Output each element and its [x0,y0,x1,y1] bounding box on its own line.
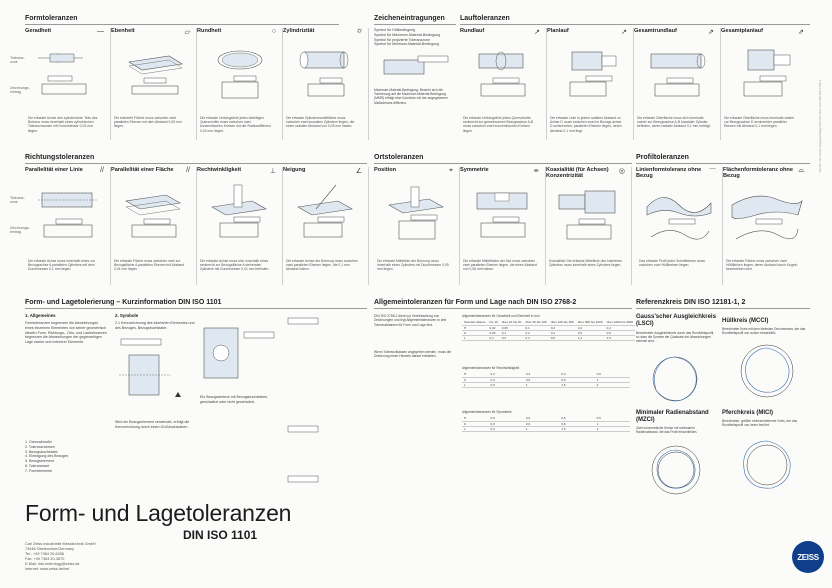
form-rundheit [197,28,283,140]
caption: Die erfasste Mittellinie der Bohrung muss innerhalb eines Zylinders mit Durchmesser 0,05 mm liegen. [377,259,449,272]
flaechenform-symbol-icon: ⌓ [798,167,804,174]
table-header: Toleranz-klasse [464,320,486,325]
gesamtplanlauf-figure-icon [724,40,804,110]
title: Gesamtplanlauf [721,28,763,34]
caption: Die erfasste Fläche muss zwischen zwei Hüllflächen liegen, deren Abstand durch Kugeln beschrieben wird. [726,259,798,272]
table-title: Allgemeintoleranzen für Rechtwinkligkeit [462,366,520,370]
zeichen-item: Symbol für projizierte Toleranzzone [374,37,431,42]
poster-norm: DIN ISO 1101 [183,528,258,542]
table-cell: 0,5 [595,372,630,377]
mzci-circle-icon [648,442,704,498]
caption: Die erfasste Achse muss innerhalb eines zur Bezugsachse A parallelen Zylinders mit dem Durchmesser 0,1 mm liegen. [28,259,95,272]
table-header: über 300 bis 1000 [577,320,603,325]
mici-circle-icon [738,436,796,494]
table-cell: 1,5 [559,426,594,431]
title: Gesamtrundlauf [634,28,677,34]
form-ebenheit [111,28,197,140]
table-row [462,382,630,387]
table-header: bis 10 [489,320,498,325]
symmetrie-figure-icon [463,181,543,251]
table-cell: 0,1 [500,330,524,335]
geradheit-figure-icon [28,40,108,110]
rundheit-figure-icon [200,40,280,110]
table-cell: 0,1 [488,335,500,340]
heading-allgemeines: 1. Allgemeines [25,313,56,318]
title: Rechtwinkligkeit [197,167,242,173]
table-cell: 0,2 [523,330,548,335]
heading-kurzinformation: Form- und Lagetolerierung – Kurzinformation DIN ISO 1101 [25,299,222,306]
title: Linienformtoleranz ohne Bezug [636,167,702,180]
list-item: 5. Bezugselement [25,459,54,464]
heading-symbole: 2. Symbole [115,313,139,318]
title: Zylindrizität [283,28,315,34]
rundlauf-symbol-icon: ↗ [534,29,540,36]
table-cell: 0,6 [524,377,559,382]
company-tel: Tel.: +49 7364 20-6336 [25,552,64,556]
richtung-parallelitaet-flaeche [111,167,197,285]
rechtwinkligkeit-symbol-icon: ⊥ [269,168,276,175]
company-web[interactable]: Internet: www.zeiss.de/imt [25,567,70,571]
title: Ebenheit [111,28,135,34]
table-cell: H [462,372,489,377]
zeichen-caption: Maximum-Material-Bedingung: Bezieht sich die Tolerierung auf die Maximum-Material-Bedingung (MMR) erfolgt eine Korrektur mit der angegebenen Maßtoleranz-differenz. [374,88,448,105]
zylindrizitaet-figure-icon [286,40,366,110]
company-address [25,542,96,572]
table-cell: 1 [595,377,630,382]
list-item: 1. Grenzabmaße [25,440,52,444]
position-figure-icon [377,181,457,251]
orts-koaxialitaet [546,167,632,285]
table-cell: L [462,382,489,387]
table-cell: H [462,325,488,330]
list-item: 4. Eintragung des Bezuges [25,454,69,459]
caption: Die erfasste Umfangslinie jedes beliebigen Querschnitts muss zwischen zwei konzentrischen Kreisen mit der Radiusdifferenz 0,02 mm liegen. [200,116,271,133]
side-label-zeichnung: Zeichnungs- eintrag [10,86,30,95]
lsci-caption: Berechneter Ausgleichskreis durch das Rundheitsprofil, so dass die Summe der Quadrate der Abweichungen minimal wird. [636,331,715,344]
table-cell: 2 [595,426,630,431]
rechtwinkligkeit-figure-icon [200,181,280,251]
side-label-zeichnung: Zeichnungs- eintrag [10,226,30,235]
divider [460,24,810,25]
table-cell: 0,05 [500,325,524,330]
zeichen-figure-icon [374,54,454,84]
parallelitaet-symbol-icon: // [186,167,190,174]
heading-ortstoleranzen: Ortstoleranzen [374,154,424,161]
orts-position [374,167,460,285]
table-cell: 0,6 [489,421,524,426]
gesamtrundlauf-figure-icon [637,40,717,110]
list-item: 2. Toleranzrahmen [25,444,55,449]
caption: Die erfasste Achse des zylindrischen Teils des Bolzens muss innerhalb eines zylindrischen Toleranzraumes mit Durchmesser 0,03 mm liegen. [28,116,98,133]
caption: Die erfasste Oberfläche muss sich innerhalb zweier zur Bezugsachse A-B koaxialer Zylinder befinden, deren radialer Abstand 0,1 mm beträgt. [637,116,711,129]
table-title: Allgemeintoleranzen für Symmetrie [462,410,512,414]
ebenheit-figure-icon [114,40,194,110]
table-cell: 0,4 [605,325,636,330]
heading-richtungstoleranzen: Richtungstoleranzen [25,154,95,161]
title: Parallelität einer Fläche [111,167,174,173]
mcci-circle-icon [738,342,796,400]
table-cell: H [462,416,489,421]
vertical-note: Sachnr. der Zeichnungsgrundlage DIN ISO 1101 und DIN ISO 2768-2 [818,80,822,173]
table-cell: 0,2 [489,372,524,377]
table-cell: 1,2 [576,335,605,340]
heading-lauftoleranzen: Lauftoleranzen [460,15,510,22]
title: Rundheit [197,28,222,34]
caption: Die erfasste Fläche muss zwischen zwei zur Bezugsfläche A parallelen Ebenen mit Abstand 0,01 mm liegen. [114,259,185,272]
table-cell: 0,4 [549,330,576,335]
table-cell: L [462,426,489,431]
company-city: 73446 Oberkochen/Germany [25,547,74,551]
divider [374,308,632,309]
side-label-toleranzzone: Toleranz- zone [10,196,25,205]
table-cell: 0,6 [576,330,605,335]
table-cell: 0,3 [576,325,605,330]
table-cell: 0,5 [559,416,594,421]
company-fax: Fax: +49 7364 20-3870 [25,557,65,561]
heading-zeicheneintragungen: Zeicheneintragungen [374,15,445,22]
table-cell: 0,02 [488,325,500,330]
table-cell: 2 [595,382,630,387]
table-cell: 1,6 [605,335,636,340]
table-cell: 0,8 [559,377,594,382]
form-geradheit [25,28,111,140]
table-cell: 0,5 [595,416,630,421]
table-cell: 0,6 [489,382,524,387]
rundlauf-figure-icon [463,40,543,110]
table-cell: 1 [524,382,559,387]
table-cell: 0,5 [524,416,559,421]
divider [636,308,810,309]
table-header: über 100 bis 300 [550,320,574,325]
table-cell: 1 [595,421,630,426]
kurz-text-3: Wird ein Bezugselement verwendet, erfolgt die Kennzeichnung durch einen Großbuchstaben. [115,420,190,429]
neigung-symbol-icon: ∠ [355,168,362,175]
heading-referenzkreis: Referenzkreis DIN ISO 12181-1, 2 [636,299,746,306]
zylindrizitaet-symbol-icon: ⌭ [356,28,362,35]
title: Rundlauf [460,28,485,34]
gesamtrundlauf-symbol-icon: ⇗ [708,29,714,36]
allg-text-2: Wenn Toleranzklassen angegeben werden, muss die Zeichnung einen Hinweis darauf enthalten. [374,350,452,359]
caption: Die erfasste Mittelfläche der Nut muss zwischen zwei parallelen Ebenen liegen, die einen Abstand von 0,08 mm haben. [463,259,537,272]
caption: Koaxialität: Die erfasste Mittellinie des tolerierten Zylinders muss innerhalb eines Zylinders liegen. [549,259,623,268]
table-cell: K [462,330,488,335]
table-header: über 30 bis 100 [525,320,547,325]
title: Parallelität einer Linie [25,167,83,173]
rahmen-figure-icon [286,316,366,496]
side-label-toleranzzone: Toleranz- zone [10,56,25,65]
lauf-gesamtplanlauf [721,28,810,140]
heading-lsci: Gauss'scher Ausgleichkreis (LSCI) [636,314,716,327]
title: Position [374,167,397,173]
gesamtplanlauf-symbol-icon: ⇗ [798,29,804,36]
kurz-figure-icon [115,335,197,415]
table-cell: 0,4 [489,377,524,382]
mici-caption: Berechneter, größter einbeschriebener Kreis, der das Rundheitsprofil von innen berührt. [722,419,798,428]
ebenheit-symbol-icon: ▱ [184,29,190,36]
planlauf-figure-icon [550,40,630,110]
linienform-figure-icon [639,185,719,255]
divider [636,163,810,164]
mzci-caption: Zwei konzentrische Kreise mit minimalem Radienabstand, die das Profil einschließen. [636,426,698,435]
planlauf-symbol-icon: ↗ [621,29,627,36]
table-cell: 1,5 [559,382,594,387]
richtung-neigung [283,167,369,285]
divider [25,163,367,164]
table-cell: K [462,377,489,382]
table-cell: L [462,335,488,340]
title: Flächenformtoleranz ohne Bezug [723,167,793,180]
richtung-parallelitaet-linie [25,167,111,285]
caption: Die erfasste Umfangslinie jedes Querschnitts senkrecht zur gemeinsamen Bezugsachse A-B muss zwischen zwei konzentrischen Kreisen liegen. [463,116,534,133]
divider [25,24,339,25]
parallelitaet-flaeche-figure-icon [114,181,194,251]
koaxialitaet-symbol-icon: ◎ [618,168,625,175]
table-header: über 1000 bis 3000 [606,320,634,325]
table-geradheit [462,320,635,341]
table-row [462,335,635,340]
kurz-text-4: Ein Bezugsdreieck mit Bezugsbuchstaben, geschwärzt oder nicht geschwärzt. [200,395,269,404]
company-mail[interactable]: E-Mail: info.metrology@zeiss.de [25,562,80,566]
title: Neigung [283,167,306,173]
poster-title: Form- und Lagetoleranzen [25,500,292,526]
table-cell: 0,8 [559,421,594,426]
table-title: Allgemeintoleranzen für Geradheit und Ebenheit in mm [462,314,540,318]
kurz-text-1: Formtoleranzen begrenzen die Abweichungen eines einzelnen Elementes von seiner geometrisch idealen Form. Richtungs-, Orts- und Lauftoleranzen begrenzen die Abweichungen der gegenseitigen Lage zweier und mehrerer Elemente. [25,321,107,345]
table-cell: 0,05 [488,330,500,335]
kurz-list [25,440,107,474]
lsci-circle-icon [648,352,702,406]
caption: Die erfasste Achse muss sich innerhalb eines senkrecht zur Bezugsfläche A stehenden Zylinders mit Durchmesser 0,01 mm befinden. [200,259,270,272]
caption: Die erfasste Linie in jedem radialen Abstand zu Achse D muss zwischen zwei im Bezugs-achse D senkrechten, parallelen Ebenen liegen, deren Abstand 0,1 mm liegt. [550,116,622,133]
caption: Die erfasste Zylindermantelfläche muss zwischen zwei koaxialen Zylindern liegen, die einen radialen Abstand von 0,05 mm haben. [286,116,355,129]
symmetrie-symbol-icon: ⌯ [533,167,539,174]
title: Koaxialität (für Achsen) Konzentrizität [546,167,609,180]
table-symmetrie [462,416,630,432]
orts-symmetrie [460,167,546,285]
table-cell: 0,4 [523,335,548,340]
table-row [462,426,630,431]
form-zylindrizitaet [283,28,369,140]
allg-text-1: DIN ISO 2768-2 dient zur Vereinfachung von Zeichnungen und legt Allgemeintoleranzen in drei Toleranzklassen für Form und Lage fest. [374,314,447,327]
heading-profiltoleranzen: Profiltoleranzen [636,154,689,161]
richtung-rechtwinkligkeit [197,167,283,285]
position-symbol-icon: ⌖ [449,167,453,174]
table-cell: 0,4 [559,372,594,377]
table-cell: 0,2 [500,335,524,340]
zeichen-item: Symbol für Maximum-Material-Bedingung [374,32,441,37]
list-item: 6. Toleranzwert [25,463,50,468]
heading-mcci: Hüllkreis (MCCI) [722,318,769,324]
table-rechtwinkligkeit [462,372,630,388]
kurz-text-2: 2.1 Kennzeichnung des tolerierten Elementes und des Bezuges. Bezugsbuchstabe. [115,321,195,330]
divider [374,163,632,164]
caption: Die erfasste Oberfläche muss innerhalb zweier zur Bezugsachse D senkrechter paralleler Ebenen mit Abstand 0,1 mm liegen. [724,116,795,129]
table-header: über 10 bis 30 [501,320,522,325]
table-cell: 0,8 [549,335,576,340]
heading-formtoleranzen: Formtoleranzen [25,15,78,22]
title: Geradheit [25,28,52,34]
caption: Das erfasste Profil jeder Schnittebene muss zwischen zwei Hüllkreisen liegen. [639,259,705,268]
table-cell: 1 [524,426,559,431]
caption: Die tolerierte Fläche muss zwischen zwei parallelen Ebenen mit dem Abstand 0,05 mm liegen. [114,116,182,129]
lauf-planlauf [547,28,634,140]
zeichen-item: Symbol für Minimum-Material-Bedingung [374,42,440,47]
rundheit-symbol-icon: ○ [271,28,276,35]
flaechenform-figure-icon [726,185,806,255]
heading-mzci: Minimaler Radienabstand (MZCI) [636,410,709,423]
table-cell: 0,6 [489,426,524,431]
list-item: 7. Formelemente [25,468,53,473]
divider [25,308,367,309]
lauf-gesamtrundlauf [634,28,721,140]
table-cell: 0,8 [605,330,636,335]
title: Symmetrie [460,167,489,173]
linienform-symbol-icon: ⌒ [709,169,716,176]
heading-mici: Pferchkreis (MICI) [722,410,774,416]
profil-flaechenform [723,167,810,285]
lauf-rundlauf [460,28,547,140]
divider [374,24,456,25]
bezug-figure-icon [200,320,282,390]
neigung-figure-icon [286,181,366,251]
parallelitaet-symbol-icon: // [100,167,104,174]
heading-allgemeintoleranzen: Allgemeintoleranzen für Form und Lage nach DIN ISO 2768-2 [374,299,577,306]
caption: Die erfasste Achse der Bohrung muss zwischen zwei parallelen Ebenen liegen, die 0,1 mm Abstand haben. [286,259,358,272]
list-item: 3. Bezugsbuchstabe [25,449,58,454]
zeiss-logo: ZEISS [792,541,824,573]
table-cell: 0,6 [524,421,559,426]
table-cell: 0,5 [489,416,524,421]
table-cell: 0,1 [523,325,548,330]
profil-linienform [636,167,723,285]
geradheit-symbol-icon: — [97,28,104,35]
table-cell: 0,2 [549,325,576,330]
zeichen-item: Symbol für Hüllbedingung [374,28,416,32]
zeichen-list [374,28,456,47]
zeichen-panel [374,28,456,140]
title: Planlauf [547,28,569,34]
koaxialitaet-figure-icon [549,185,629,255]
parallelitaet-linie-figure-icon [28,181,108,251]
table-cell: K [462,421,489,426]
company-name: Carl Zeiss Industrielle Messtechnik GmbH [25,542,96,546]
table-cell: 0,3 [524,372,559,377]
mcci-caption: Berechneter Kreis mit dem kleinsten Durchmesser, der das Rundheitsprofil von außen einschließt. [722,327,806,336]
